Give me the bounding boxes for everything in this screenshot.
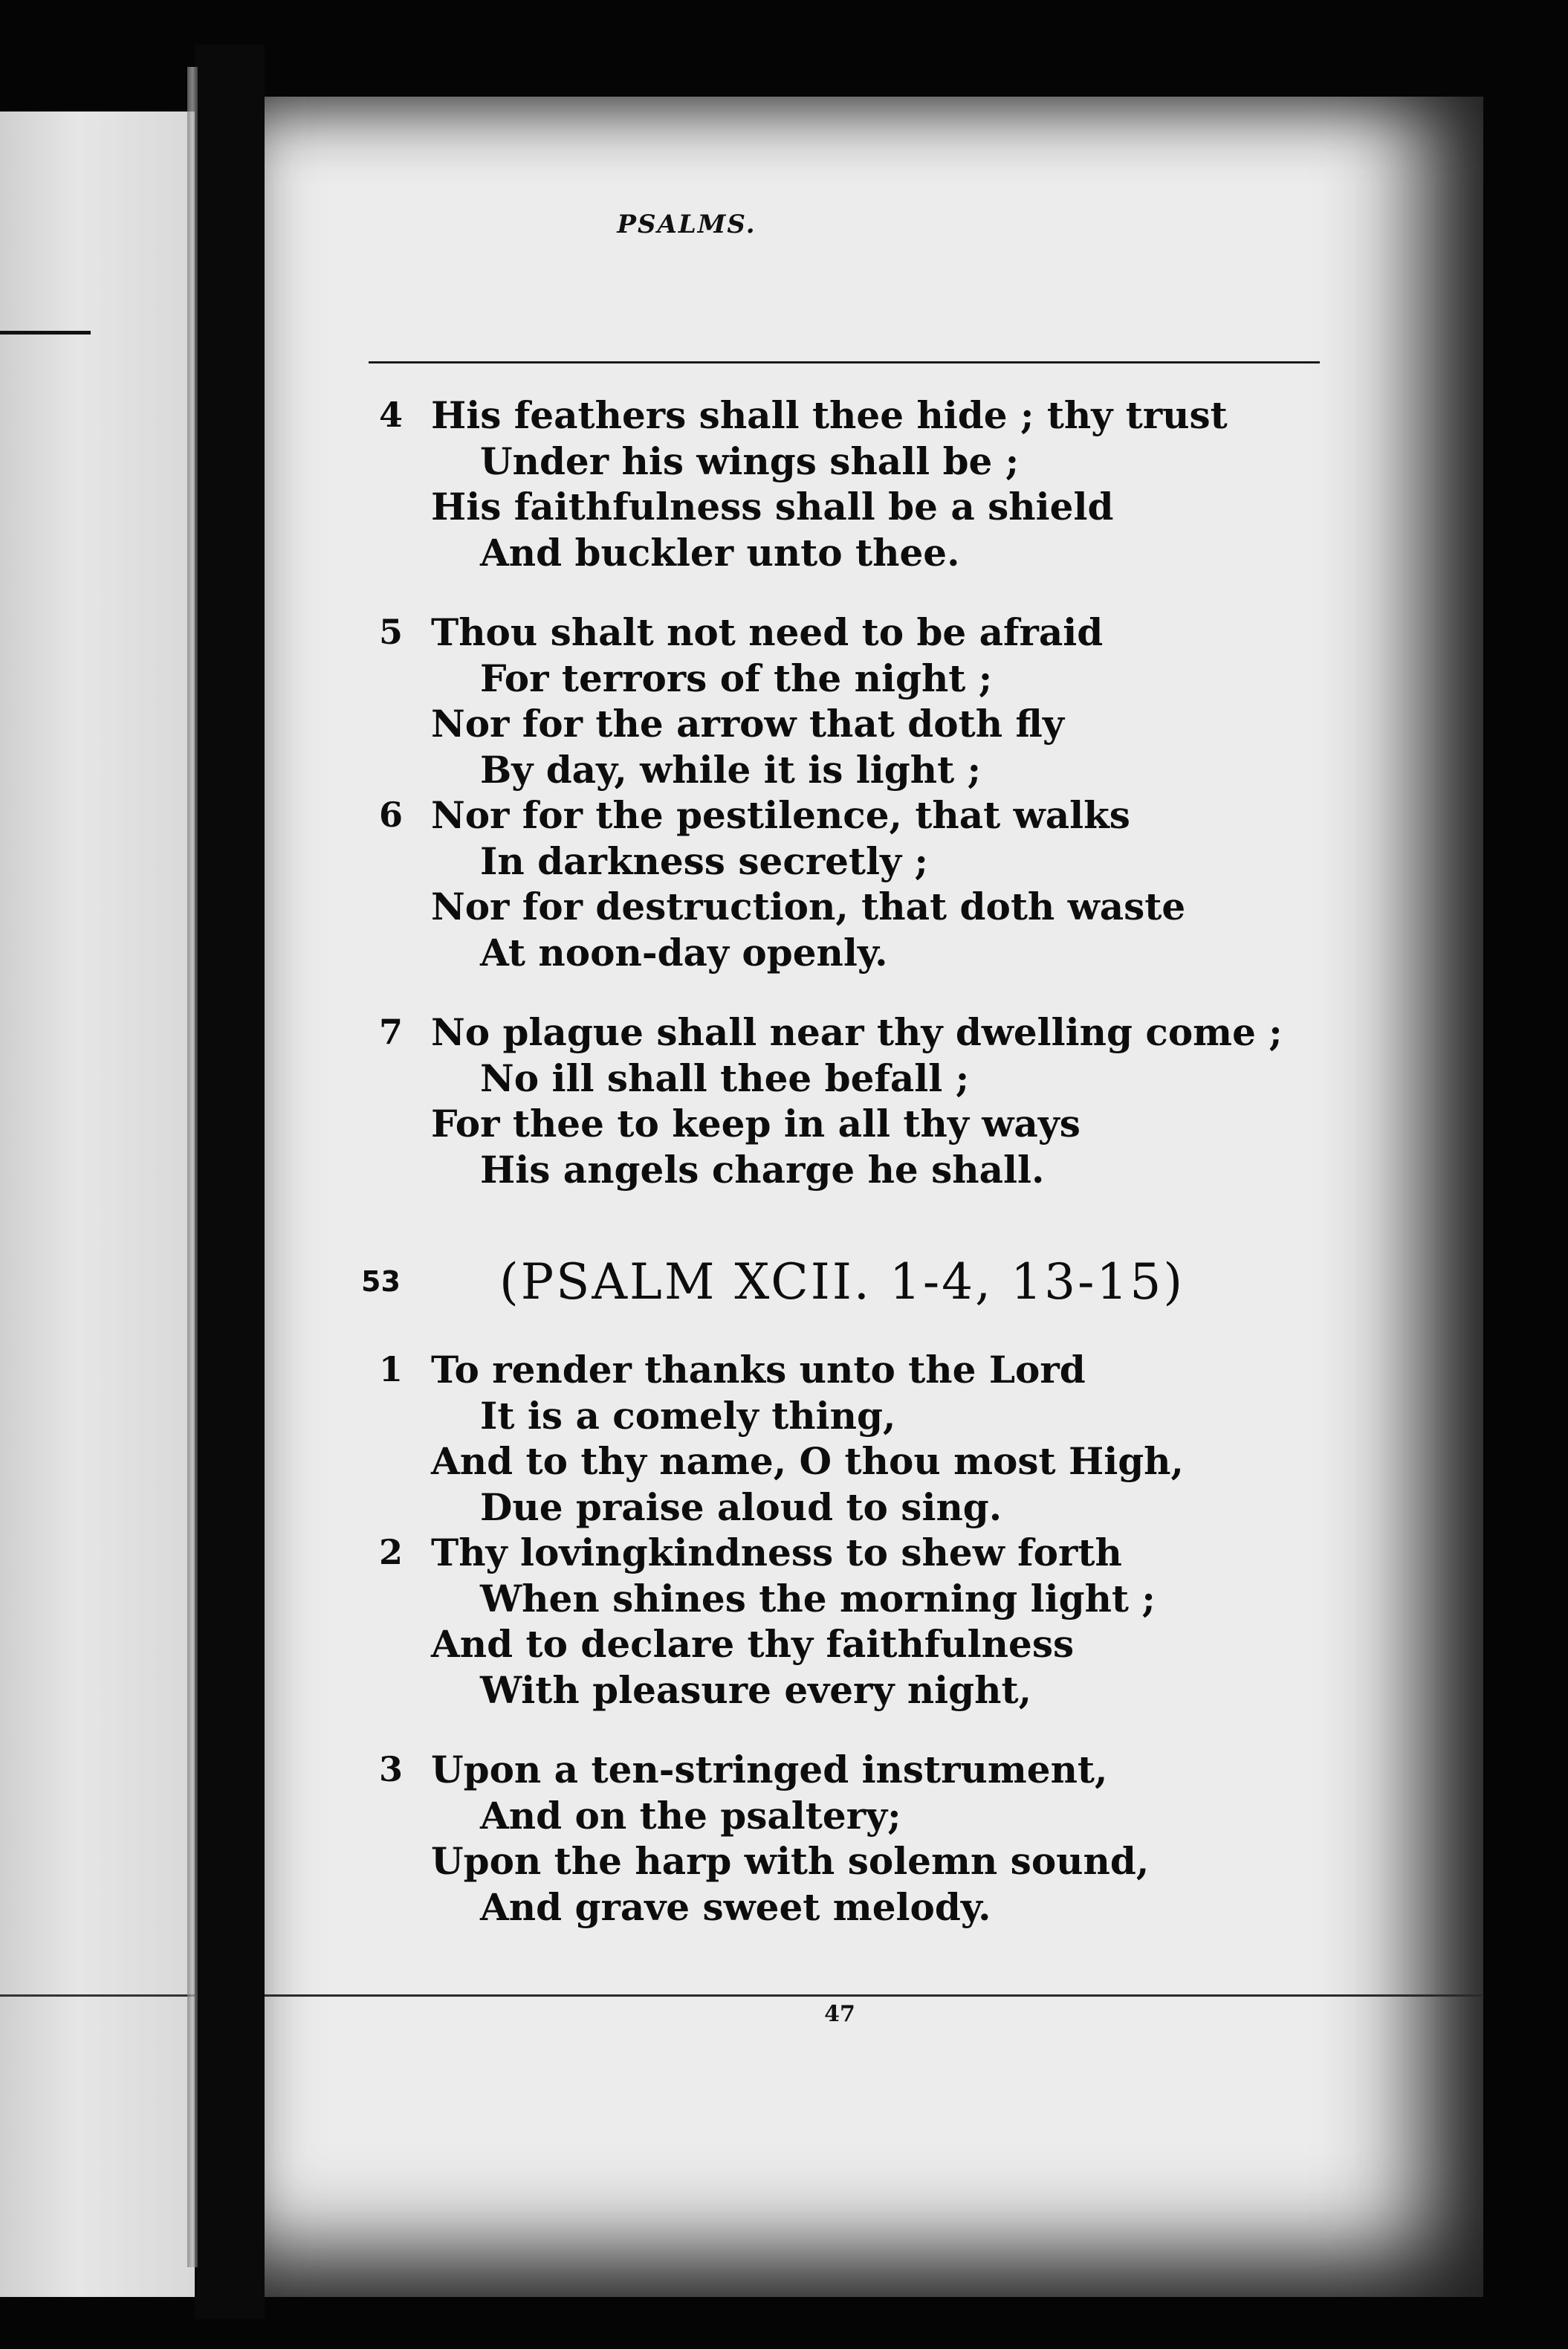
verse-text: And buckler unto thee. (480, 530, 960, 575)
verse-line (379, 1667, 1345, 1713)
verse-line (379, 439, 1345, 485)
verse-line (379, 792, 1345, 839)
verse-line (379, 1484, 1345, 1531)
verse-line (379, 1884, 1345, 1930)
stanza (379, 1009, 1345, 1192)
hymn-number: 53 (361, 1265, 401, 1298)
verse-text: Due praise aloud to sing. (480, 1484, 1002, 1529)
verse-line (379, 656, 1345, 702)
verse-number: 7 (379, 1012, 404, 1052)
verse-text: And on the psaltery; (480, 1793, 901, 1838)
verse-text: Upon a ten-stringed instrument, (431, 1748, 1108, 1791)
verse-text: No ill shall thee befall ; (480, 1056, 970, 1100)
running-header: PSALMS. (617, 210, 757, 239)
verse-text: His angels charge he shall. (480, 1147, 1045, 1192)
verse-number: 4 (379, 395, 404, 435)
verse-line (379, 701, 1345, 747)
verse-text: And to declare thy faithfulness (431, 1622, 1075, 1666)
verse-line (379, 1147, 1345, 1193)
verse-text: At noon-day openly. (480, 930, 888, 975)
verse-line (379, 884, 1345, 930)
verse-text: No plague shall near thy dwelling come ; (431, 1010, 1283, 1054)
verse-text: His feathers shall thee hide ; thy trust (431, 393, 1228, 437)
verse-text: Thou shalt not need to be afraid (431, 610, 1104, 654)
verse-line (379, 1747, 1345, 1793)
page-content (361, 392, 1345, 1930)
verse-line (379, 1621, 1345, 1667)
stanza (379, 392, 1345, 575)
previous-page-header-rule (0, 331, 91, 335)
first-psalm-continuation (379, 392, 1345, 1192)
stanza (379, 1347, 1345, 1713)
verse-text: For thee to keep in all thy ways (431, 1102, 1081, 1146)
footer-rule (265, 1994, 1483, 1997)
verse-text: Nor for the arrow that doth fly (431, 702, 1064, 746)
page-number: 47 (824, 2001, 855, 2027)
verse-text: Nor for the pestilence, that walks (431, 793, 1130, 837)
verse-line (379, 1438, 1345, 1484)
verse-line (379, 1393, 1345, 1439)
stanza (379, 1747, 1345, 1930)
psalm-heading (361, 1237, 1345, 1334)
verse-line (379, 1056, 1345, 1102)
verse-line (379, 1101, 1345, 1147)
verse-text: Nor for destruction, that doth waste (431, 885, 1186, 928)
verse-line (379, 1793, 1345, 1839)
stanza (379, 610, 1345, 975)
verse-text: To render thanks unto the Lord (431, 1348, 1086, 1392)
verse-line (379, 530, 1345, 576)
binding-gutter (195, 45, 265, 2319)
verse-text: By day, while it is light ; (480, 747, 982, 792)
psalm-title: (PSALM XCII. 1-4, 13-15) (499, 1253, 1185, 1311)
verse-text: With pleasure every night, (480, 1667, 1031, 1712)
page-edge (187, 67, 198, 2267)
verse-line (379, 747, 1345, 793)
verse-line (379, 392, 1345, 439)
verse-number: 3 (379, 1749, 404, 1789)
verse-text: And grave sweet melody. (480, 1884, 991, 1929)
verse-number: 6 (379, 795, 404, 835)
verse-text: And to thy name, O thou most High, (431, 1439, 1184, 1483)
verse-text: When shines the morning light ; (480, 1576, 1156, 1621)
header-rule (369, 361, 1320, 364)
verse-line (379, 1347, 1345, 1393)
verse-line (379, 1530, 1345, 1576)
verse-text: Under his wings shall be ; (480, 439, 1020, 483)
verse-line (379, 1009, 1345, 1056)
verse-text: Upon the harp with solemn sound, (431, 1839, 1150, 1883)
verse-number: 1 (379, 1349, 404, 1389)
verse-text: For terrors of the night ; (480, 656, 993, 700)
previous-page-footer-rule (0, 1994, 195, 1997)
verse-number: 5 (379, 612, 404, 652)
verse-text: Thy lovingkindness to shew forth (431, 1531, 1122, 1574)
verse-number: 2 (379, 1532, 404, 1572)
second-psalm (379, 1347, 1345, 1930)
verse-text: It is a comely thing, (480, 1393, 896, 1438)
previous-page-fragment (0, 112, 195, 2297)
verse-text: In darkness secretly ; (480, 839, 928, 883)
verse-line (379, 839, 1345, 885)
verse-line (379, 484, 1345, 530)
verse-line (379, 930, 1345, 976)
verse-line (379, 1576, 1345, 1622)
verse-line (379, 1838, 1345, 1884)
verse-text: His faithfulness shall be a shield (431, 485, 1114, 529)
verse-line (379, 610, 1345, 656)
